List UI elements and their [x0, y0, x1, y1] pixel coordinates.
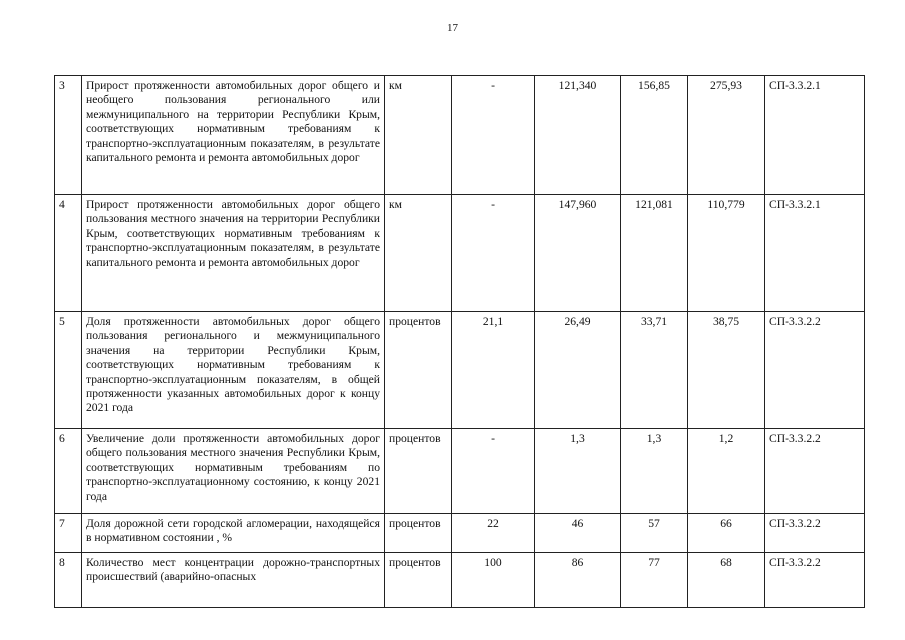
page-number: 17 [447, 22, 458, 34]
indicators-table [54, 75, 865, 608]
code-cell: СП-3.3.2.2 [765, 312, 865, 429]
table-row [55, 195, 865, 312]
value-1-cell: 86 [535, 553, 621, 608]
unit-cell: процентов [385, 312, 452, 429]
value-2-cell: 156,85 [621, 76, 688, 195]
value-2-cell: 33,71 [621, 312, 688, 429]
value-3-cell: 110,779 [688, 195, 765, 312]
code-cell: СП-3.3.2.2 [765, 429, 865, 514]
value-3-cell: 38,75 [688, 312, 765, 429]
table-row [55, 312, 865, 429]
unit-cell: процентов [385, 429, 452, 514]
indicator-name-cell: Доля протяженности автомобильных дорог общего пользования регионального и межмуниципального значения на территории Республики Крым, соответствующих нормативным требованиям к транспортно-эксплуатационным показателям, в общей протяженности указанных автомобильных дорог к концу 2021 года [82, 312, 385, 429]
code-cell: СП-3.3.2.1 [765, 76, 865, 195]
value-3-cell: 1,2 [688, 429, 765, 514]
indicator-name-cell: Доля дорожной сети городской агломерации, находящейся в нормативном состоянии , % [82, 514, 385, 553]
unit-cell: км [385, 76, 452, 195]
indicator-name-cell: Количество мест концентрации дорожно-транспортных происшествий (аварийно-опасных [82, 553, 385, 608]
row-number-cell: 4 [55, 195, 82, 312]
base-value-cell: 22 [452, 514, 535, 553]
table-row [55, 429, 865, 514]
row-number-cell: 3 [55, 76, 82, 195]
unit-cell: процентов [385, 514, 452, 553]
base-value-cell: 100 [452, 553, 535, 608]
code-cell: СП-3.3.2.1 [765, 195, 865, 312]
row-number-cell: 5 [55, 312, 82, 429]
base-value-cell: - [452, 76, 535, 195]
row-number-cell: 7 [55, 514, 82, 553]
indicator-name-cell: Прирост протяженности автомобильных дорог общего и необщего пользования регионального или межмуниципального на территории Республики Крым, соответствующих нормативным требованиям к транспортно-эксплуатационным показателям, в результате капитального ремонта и ремонта автомобильных дорог [82, 76, 385, 195]
value-3-cell: 66 [688, 514, 765, 553]
value-1-cell: 26,49 [535, 312, 621, 429]
table-row [55, 553, 865, 608]
indicator-name-cell: Прирост протяженности автомобильных дорог общего пользования местного значения на территории Республики Крым, соответствующих нормативным требованиям к транспортно-эксплуатационным показателям, в результате капитального ремонта и ремонта автомобильных дорог [82, 195, 385, 312]
value-1-cell: 46 [535, 514, 621, 553]
value-2-cell: 1,3 [621, 429, 688, 514]
base-value-cell: 21,1 [452, 312, 535, 429]
unit-cell: процентов [385, 553, 452, 608]
code-cell: СП-3.3.2.2 [765, 553, 865, 608]
value-2-cell: 77 [621, 553, 688, 608]
row-number-cell: 6 [55, 429, 82, 514]
value-3-cell: 68 [688, 553, 765, 608]
value-1-cell: 121,340 [535, 76, 621, 195]
value-2-cell: 57 [621, 514, 688, 553]
indicator-name-cell: Увеличение доли протяженности автомобильных дорог общего пользования местного значения Республики Крым, соответствующих нормативным требованиям по транспортно-эксплуатационному состоянию, к концу 2021 года [82, 429, 385, 514]
base-value-cell: - [452, 195, 535, 312]
value-1-cell: 147,960 [535, 195, 621, 312]
code-cell: СП-3.3.2.2 [765, 514, 865, 553]
unit-cell: км [385, 195, 452, 312]
row-number-cell: 8 [55, 553, 82, 608]
value-1-cell: 1,3 [535, 429, 621, 514]
table-row [55, 76, 865, 195]
base-value-cell: - [452, 429, 535, 514]
value-2-cell: 121,081 [621, 195, 688, 312]
table-row [55, 514, 865, 553]
value-3-cell: 275,93 [688, 76, 765, 195]
